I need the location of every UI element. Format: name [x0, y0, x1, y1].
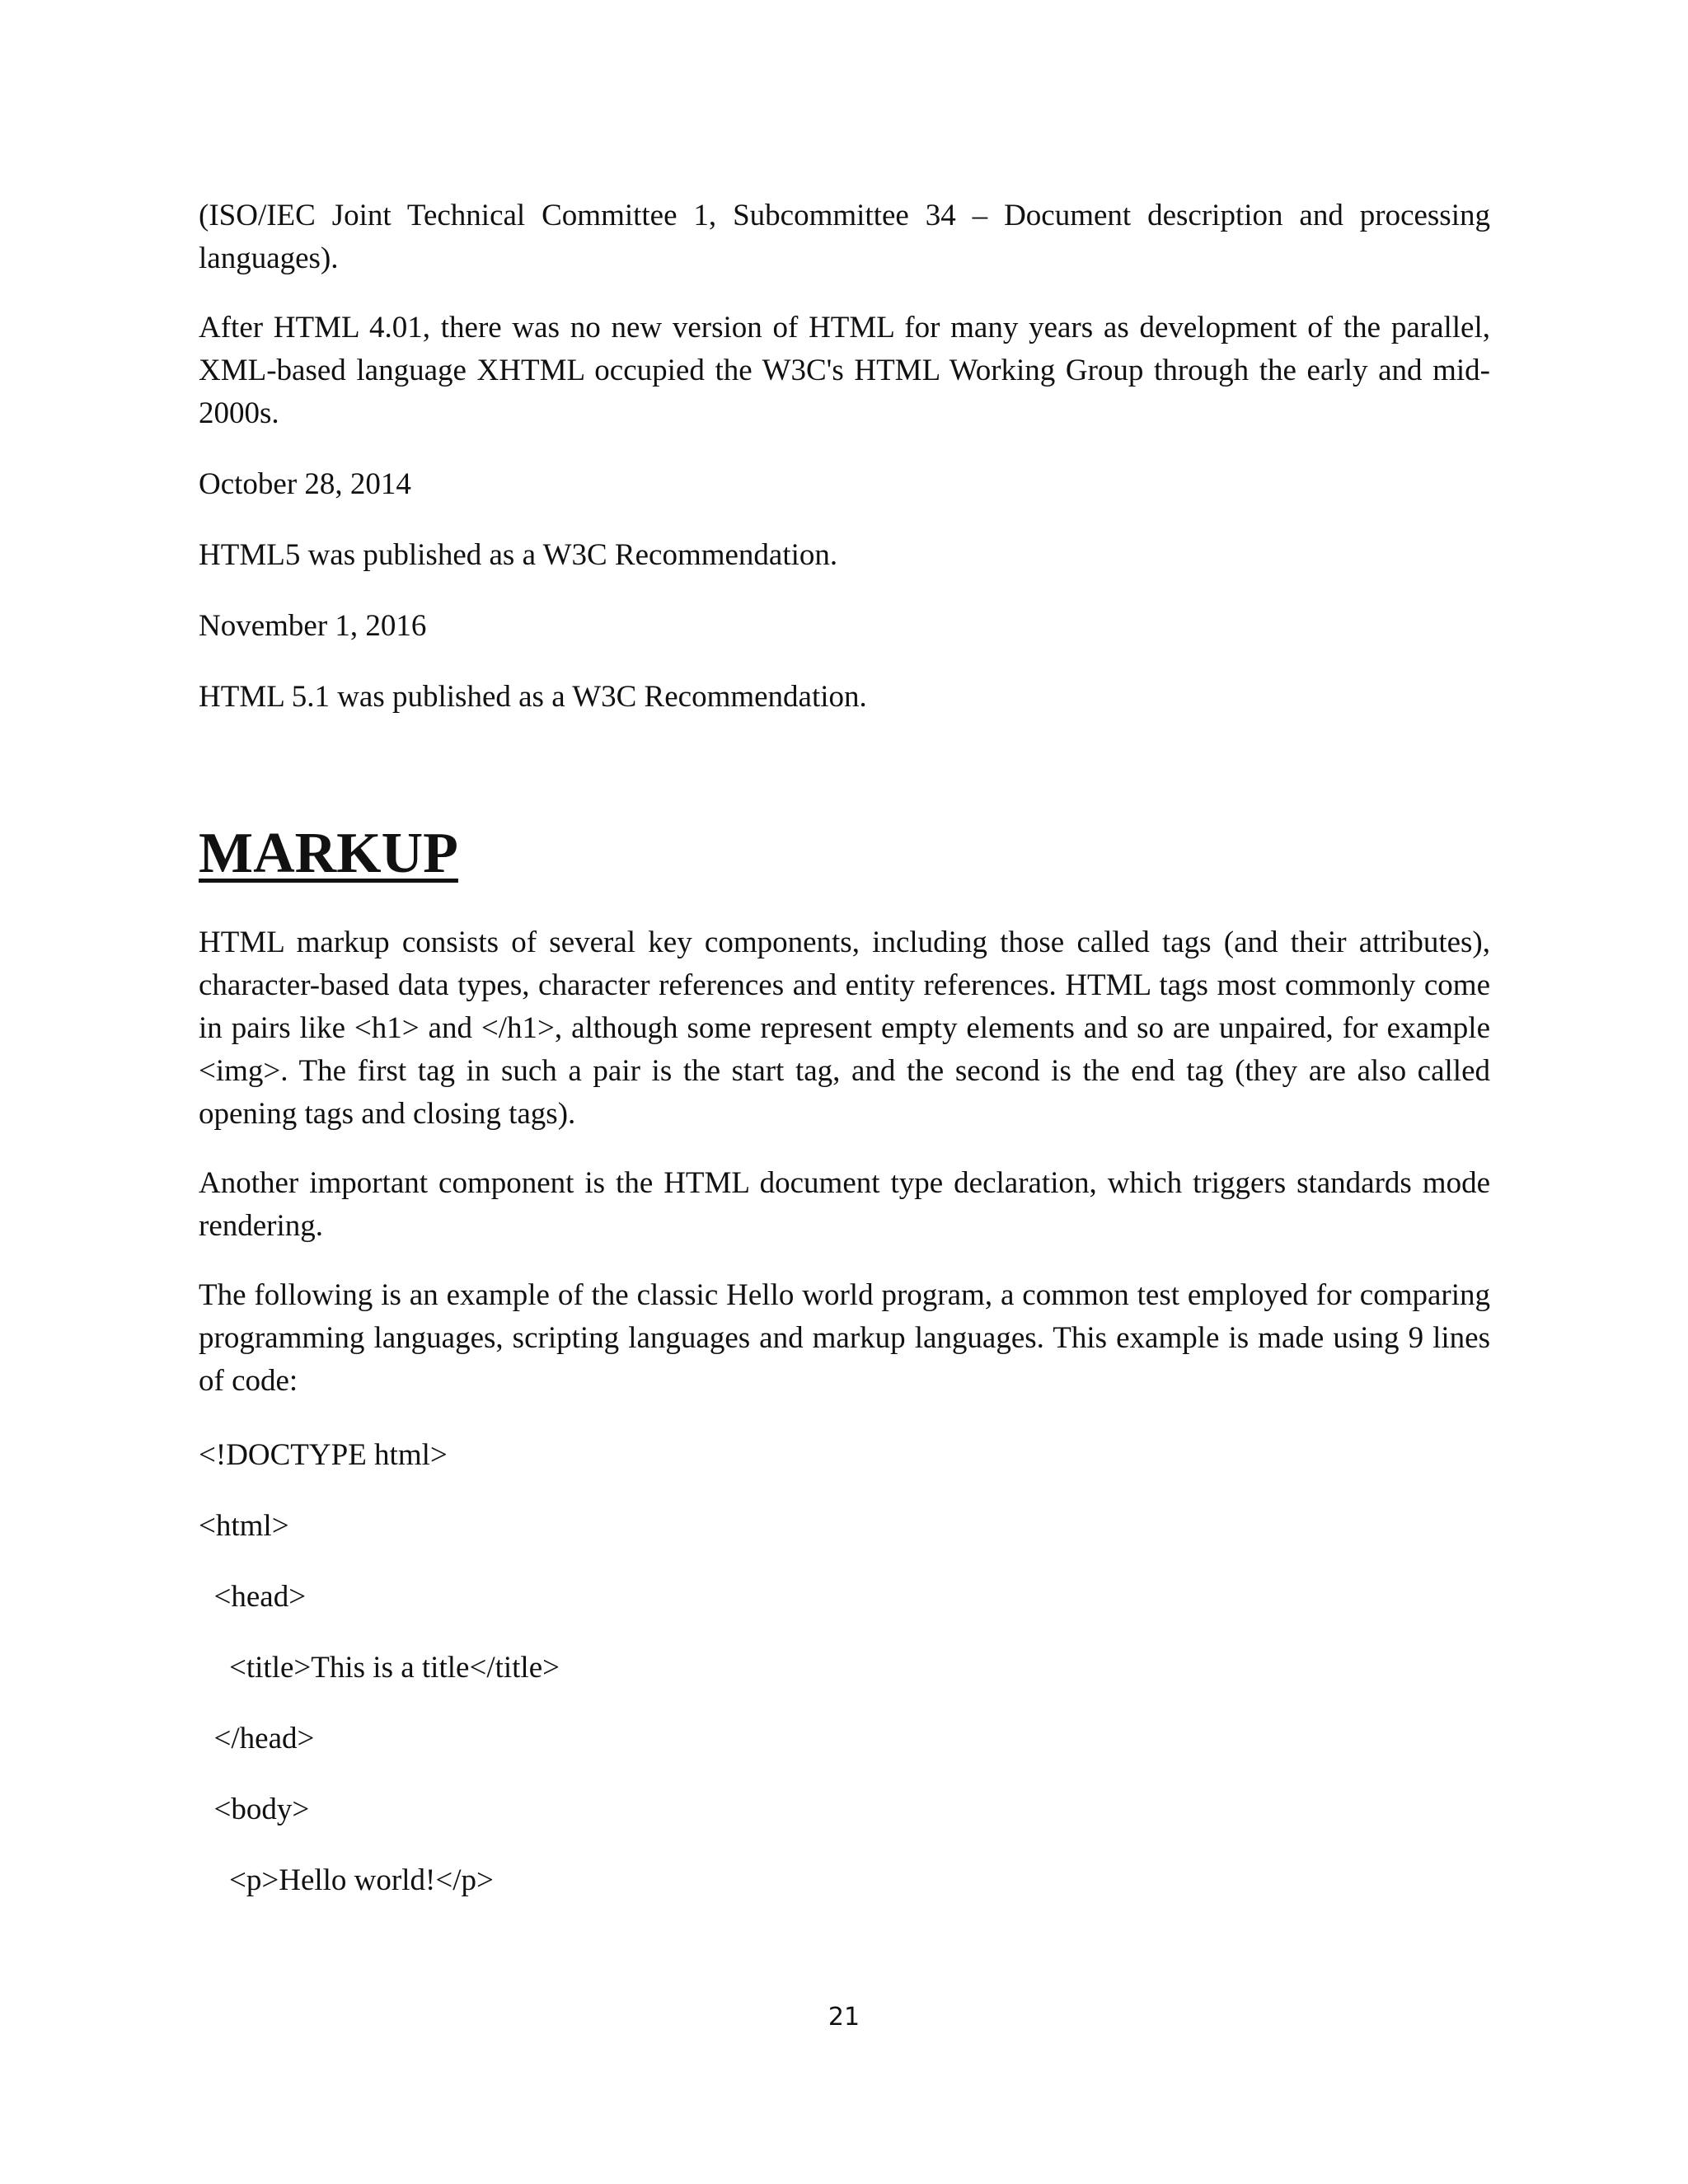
code-line: </head>: [199, 1722, 315, 1755]
code-line: <p>Hello world!</p>: [199, 1863, 494, 1897]
code-line: <!DOCTYPE html>: [199, 1438, 448, 1472]
intro-section: [199, 194, 1490, 435]
paragraph-markup-components: HTML markup consists of several key components, including those called tags (and their attributes), character-based data types, character references and entity references. HTML tags most commonly come in pairs like <h1> and </h1>, although some represent empty elements and so are unpaired, for example <img>. The first tag in such a pair is the start tag, and the second is the end tag (they are also called opening tags and closing tags).: [199, 926, 1490, 1131]
paragraph-hello-world: The following is an example of the classic Hello world program, a common test employed for comparing programming languages, scripting languages and markup languages. This example is made using 9 lines of code:: [199, 1278, 1490, 1398]
paragraph-after-html401: After HTML 4.01, there was no new version of HTML for many years as development of the parallel, XML-based language XHTML occupied the W3C's HTML Working Group through the early and mid-2000s.: [199, 311, 1490, 430]
code-line: <body>: [199, 1793, 310, 1826]
code-line: <title>This is a title</title>: [199, 1651, 560, 1685]
code-line: <html>: [199, 1509, 289, 1543]
timeline-section: [199, 463, 1490, 719]
code-line: <head>: [199, 1580, 307, 1614]
section-heading-markup: MARKUP: [199, 822, 458, 885]
timeline-date-2014: October 28, 2014: [199, 467, 411, 501]
timeline-event-html51: HTML 5.1 was published as a W3C Recommendation.: [199, 680, 867, 714]
markup-section: [199, 921, 1490, 1403]
paragraph-iso-committee: (ISO/IEC Joint Technical Committee 1, Subcommittee 34 – Document description and processing languages).: [199, 199, 1490, 275]
code-example: [199, 1434, 1490, 1902]
timeline-event-html5: HTML5 was published as a W3C Recommendation.: [199, 538, 838, 572]
timeline-date-2016: November 1, 2016: [199, 609, 427, 643]
page-number: 21: [828, 2003, 860, 2032]
paragraph-doctype: Another important component is the HTML document type declaration, which triggers standards mode rendering.: [199, 1166, 1490, 1243]
